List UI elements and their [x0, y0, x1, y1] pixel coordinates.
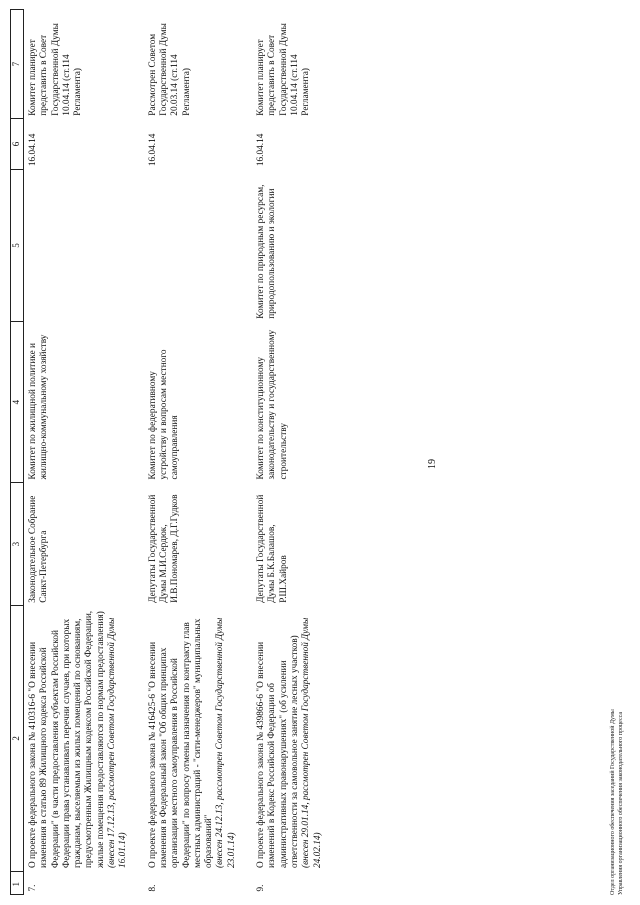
- bill-author: Депутаты Государственной Думы Б.К.Балашов, Р.Ш.Хайров: [256, 494, 289, 603]
- deadline-date: 16.04.14: [256, 133, 267, 167]
- deadline-date: 16.04.14: [147, 133, 158, 167]
- row-number: 8.: [147, 884, 158, 892]
- footer-line-1: Отдел организационного обеспечения заседаний Государственной Думы: [610, 709, 616, 895]
- column-header-7: 7: [11, 10, 24, 119]
- bill-description: [252, 606, 338, 871]
- responsible-committee: Комитет по федеративному устройству и вопросам местного самоуправления: [147, 349, 181, 480]
- row-number: 7.: [28, 884, 38, 892]
- status-note: Комитет планирует представить в Совет Государственной Думы 10.04.14 (ст.114 Регламента): [256, 23, 312, 116]
- bill-description: [144, 606, 252, 871]
- deadline-date: 16.04.14: [28, 133, 38, 167]
- bill-submission-info: (внесен 17.12.13, рассмотрен Советом Государственной Думы 16.01.14): [107, 617, 129, 869]
- column-header-1: 1: [11, 871, 24, 894]
- column-header-6: 6: [11, 119, 24, 169]
- footer-line-2: Управления организационного обеспечения законодательного процесса: [618, 711, 624, 895]
- status-note: Комитет планирует представить в Совет Государственной Думы 10.04.14 (ст.114 Регламента): [28, 23, 84, 116]
- responsible-committee: Комитет по конституционному законодательству и государственному строительству: [256, 329, 289, 480]
- column-header-3: 3: [11, 483, 24, 606]
- co-committee: [24, 169, 144, 322]
- footer: [609, 709, 625, 895]
- column-header-4: 4: [11, 322, 24, 483]
- table-row: [144, 10, 252, 895]
- bill-description: [24, 606, 144, 871]
- table-row: [24, 10, 144, 895]
- co-committee: [144, 169, 252, 322]
- bill-title: О проекте федерального закона № 410316-6 "О внесении изменения в статью 89 Жилищного кодекса Российской Федерации" (в части предоставления субъектам Российской Федерации права устанавливать перечни случаев, при которых гражданам, выселяемым из жилых помещений по основаниям, предусмотренным Жилищным кодексом Российской Федерации, жилые помещения предоставляются по нормам предоставления): [28, 610, 106, 869]
- bill-title: О проекте федерального закона № 439866-6 "О внесении изменений в Кодекс Российской Федерации об административных правонарушениях" (об усилении ответственности за самовольное занятие лесных участков): [256, 635, 300, 869]
- responsible-committee: Комитет по жилищной политике и жилищно-коммунальному хозяйству: [28, 334, 50, 480]
- table-row: [252, 10, 338, 895]
- column-number-row: [11, 10, 24, 895]
- bill-title: О проекте федерального закона № 416425-6 "О внесении изменения в Федеральный закон "Об общих принципах организации местного самоуправления в Российской Федерации" по вопросу отмены назначения по контракту глав местных администраций - "сити-менеджеров" муниципальных образований": [147, 618, 215, 869]
- bill-author: Законодательное Собрание Санкт-Петербурга: [28, 495, 50, 603]
- status-note: Рассмотрен Советом Государственной Думы 20.03.14 (ст.114 Регламента): [147, 23, 192, 116]
- bill-author: Депутаты Государственной Думы М.И.Сердюк, И.В.Пономарев, Д.Г.Гудков: [147, 494, 181, 603]
- co-committee: Комитет по природным ресурсам, природопользованию и экологии: [256, 184, 278, 319]
- row-number: 9.: [256, 884, 267, 892]
- column-header-5: 5: [11, 169, 24, 322]
- bill-submission-info: (внесен 24.12.13, рассмотрен Советом Государственной Думы 23.01.14): [215, 617, 237, 869]
- page-number: 19: [427, 459, 438, 469]
- bill-submission-info: (внесен 29.01.14, рассмотрен Советом Государственной Думы 24.02.14): [301, 617, 323, 869]
- column-header-2: 2: [11, 606, 24, 871]
- bills-table: [10, 9, 338, 895]
